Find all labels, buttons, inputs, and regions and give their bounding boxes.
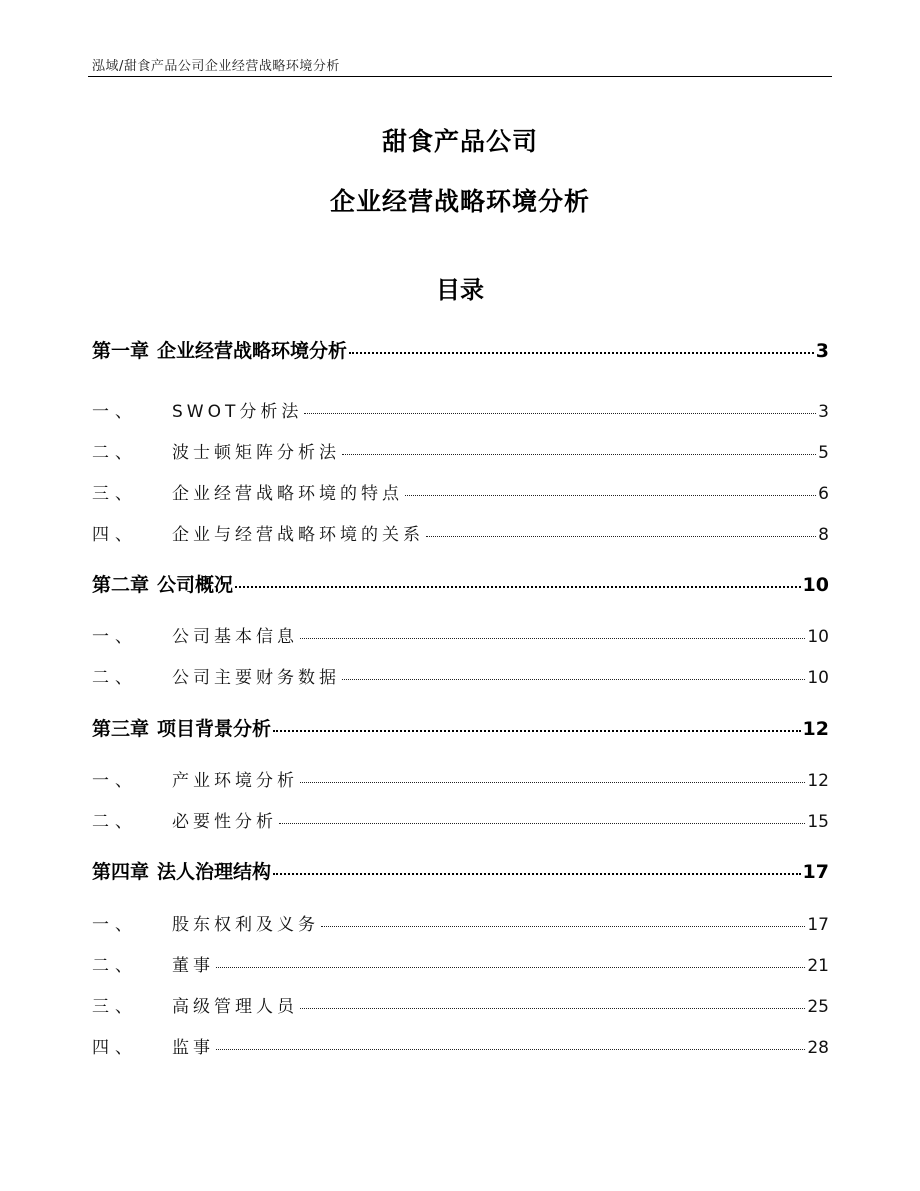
toc-entry-section-4-1[interactable] xyxy=(92,910,829,935)
toc-leader-dots xyxy=(235,586,801,588)
toc-entry-number: 四、 xyxy=(92,1038,138,1058)
toc-entry-label: 波士顿矩阵分析法 xyxy=(172,443,340,463)
toc-entry-label: 公司主要财务数据 xyxy=(172,668,340,688)
toc-entry-number: 二、 xyxy=(92,956,138,976)
toc-entry-page: 15 xyxy=(807,812,829,832)
header-rule xyxy=(88,76,832,77)
toc-entry-label: 法人治理结构 xyxy=(157,861,272,883)
toc-heading: 目录 xyxy=(436,276,484,304)
toc-entry-number: 一、 xyxy=(92,915,138,935)
toc-entry-chapter-3[interactable] xyxy=(92,714,829,741)
toc-entry-page: 6 xyxy=(818,484,829,504)
toc-entry-label: 企业经营战略环境的特点 xyxy=(172,484,403,504)
toc-entry-page: 17 xyxy=(807,915,829,935)
toc-entry-number: 第一章 xyxy=(92,340,150,362)
toc-entry-label: 监事 xyxy=(172,1038,214,1058)
toc-leader-dots xyxy=(426,536,816,537)
toc-entry-section-1-2[interactable] xyxy=(92,438,829,463)
toc-entry-page: 3 xyxy=(818,402,829,422)
running-header: 泓域/甜食产品公司企业经营战略环境分析 xyxy=(92,59,340,74)
toc-entry-section-2-2[interactable] xyxy=(92,663,829,688)
toc-leader-dots xyxy=(216,1049,805,1050)
toc-leader-dots xyxy=(300,782,805,783)
toc-entry-section-3-2[interactable] xyxy=(92,807,829,832)
toc-entry-section-1-3[interactable] xyxy=(92,479,829,504)
toc-leader-dots xyxy=(405,495,816,496)
toc-entry-label: 公司基本信息 xyxy=(172,627,298,647)
toc-leader-dots xyxy=(273,730,801,732)
toc-entry-section-4-4[interactable] xyxy=(92,1033,829,1058)
toc-entry-page: 25 xyxy=(807,997,829,1017)
toc-entry-page: 10 xyxy=(802,574,829,596)
toc-entry-label: 高级管理人员 xyxy=(172,997,298,1017)
toc-entry-page: 10 xyxy=(807,627,829,647)
toc-entry-section-4-3[interactable] xyxy=(92,992,829,1017)
toc-entry-page: 5 xyxy=(818,443,829,463)
toc-entry-page: 8 xyxy=(818,525,829,545)
document-title: 企业经营战略环境分析 xyxy=(329,187,590,216)
toc-entry-section-1-1[interactable] xyxy=(92,397,829,422)
toc-entry-label: SWOT分析法 xyxy=(172,402,303,422)
toc-leader-dots xyxy=(349,352,814,354)
toc-entry-chapter-2[interactable] xyxy=(92,570,829,597)
toc-leader-dots xyxy=(342,454,816,455)
toc-entry-number: 一、 xyxy=(92,771,138,791)
toc-entry-section-4-2[interactable] xyxy=(92,951,829,976)
toc-entry-label: 企业与经营战略环境的关系 xyxy=(172,525,424,545)
toc-entry-number: 二、 xyxy=(92,443,138,463)
toc-entry-number: 三、 xyxy=(92,484,138,504)
toc-entry-label: 产业环境分析 xyxy=(172,771,298,791)
toc-entry-label: 公司概况 xyxy=(157,574,234,596)
toc-entry-page: 28 xyxy=(807,1038,829,1058)
toc-entry-page: 12 xyxy=(802,718,829,740)
toc-leader-dots xyxy=(321,926,805,927)
toc-entry-number: 第四章 xyxy=(92,861,150,883)
toc-entry-number: 三、 xyxy=(92,997,138,1017)
toc-entry-page: 3 xyxy=(815,340,829,362)
toc-entry-label: 必要性分析 xyxy=(172,812,277,832)
toc-entry-label: 董事 xyxy=(172,956,214,976)
company-title: 甜食产品公司 xyxy=(381,127,538,156)
toc-entry-page: 10 xyxy=(807,668,829,688)
toc-entry-number: 二、 xyxy=(92,812,138,832)
toc-entry-page: 12 xyxy=(807,771,829,791)
toc-entry-chapter-4[interactable] xyxy=(92,857,829,884)
toc-entry-number: 第二章 xyxy=(92,574,150,596)
toc-entry-number: 一、 xyxy=(92,627,138,647)
toc-entry-section-2-1[interactable] xyxy=(92,622,829,647)
toc-entry-page: 21 xyxy=(807,956,829,976)
toc-entry-label: 企业经营战略环境分析 xyxy=(157,340,348,362)
toc-leader-dots xyxy=(300,638,805,639)
toc-leader-dots xyxy=(342,679,805,680)
toc-entry-label: 股东权利及义务 xyxy=(172,915,319,935)
toc-entry-section-1-4[interactable] xyxy=(92,520,829,545)
toc-entry-label: 项目背景分析 xyxy=(157,718,272,740)
toc-leader-dots xyxy=(300,1008,805,1009)
toc-entry-number: 四、 xyxy=(92,525,138,545)
toc-leader-dots xyxy=(279,823,805,824)
toc-entry-number: 一、 xyxy=(92,402,138,422)
toc-leader-dots xyxy=(304,413,816,414)
toc-entry-page: 17 xyxy=(802,861,829,883)
toc-entry-number: 第三章 xyxy=(92,718,150,740)
toc-entry-section-3-1[interactable] xyxy=(92,766,829,791)
toc-leader-dots xyxy=(273,873,801,875)
toc-entry-number: 二、 xyxy=(92,668,138,688)
toc-leader-dots xyxy=(216,967,805,968)
toc-entry-chapter-1[interactable] xyxy=(92,336,829,363)
